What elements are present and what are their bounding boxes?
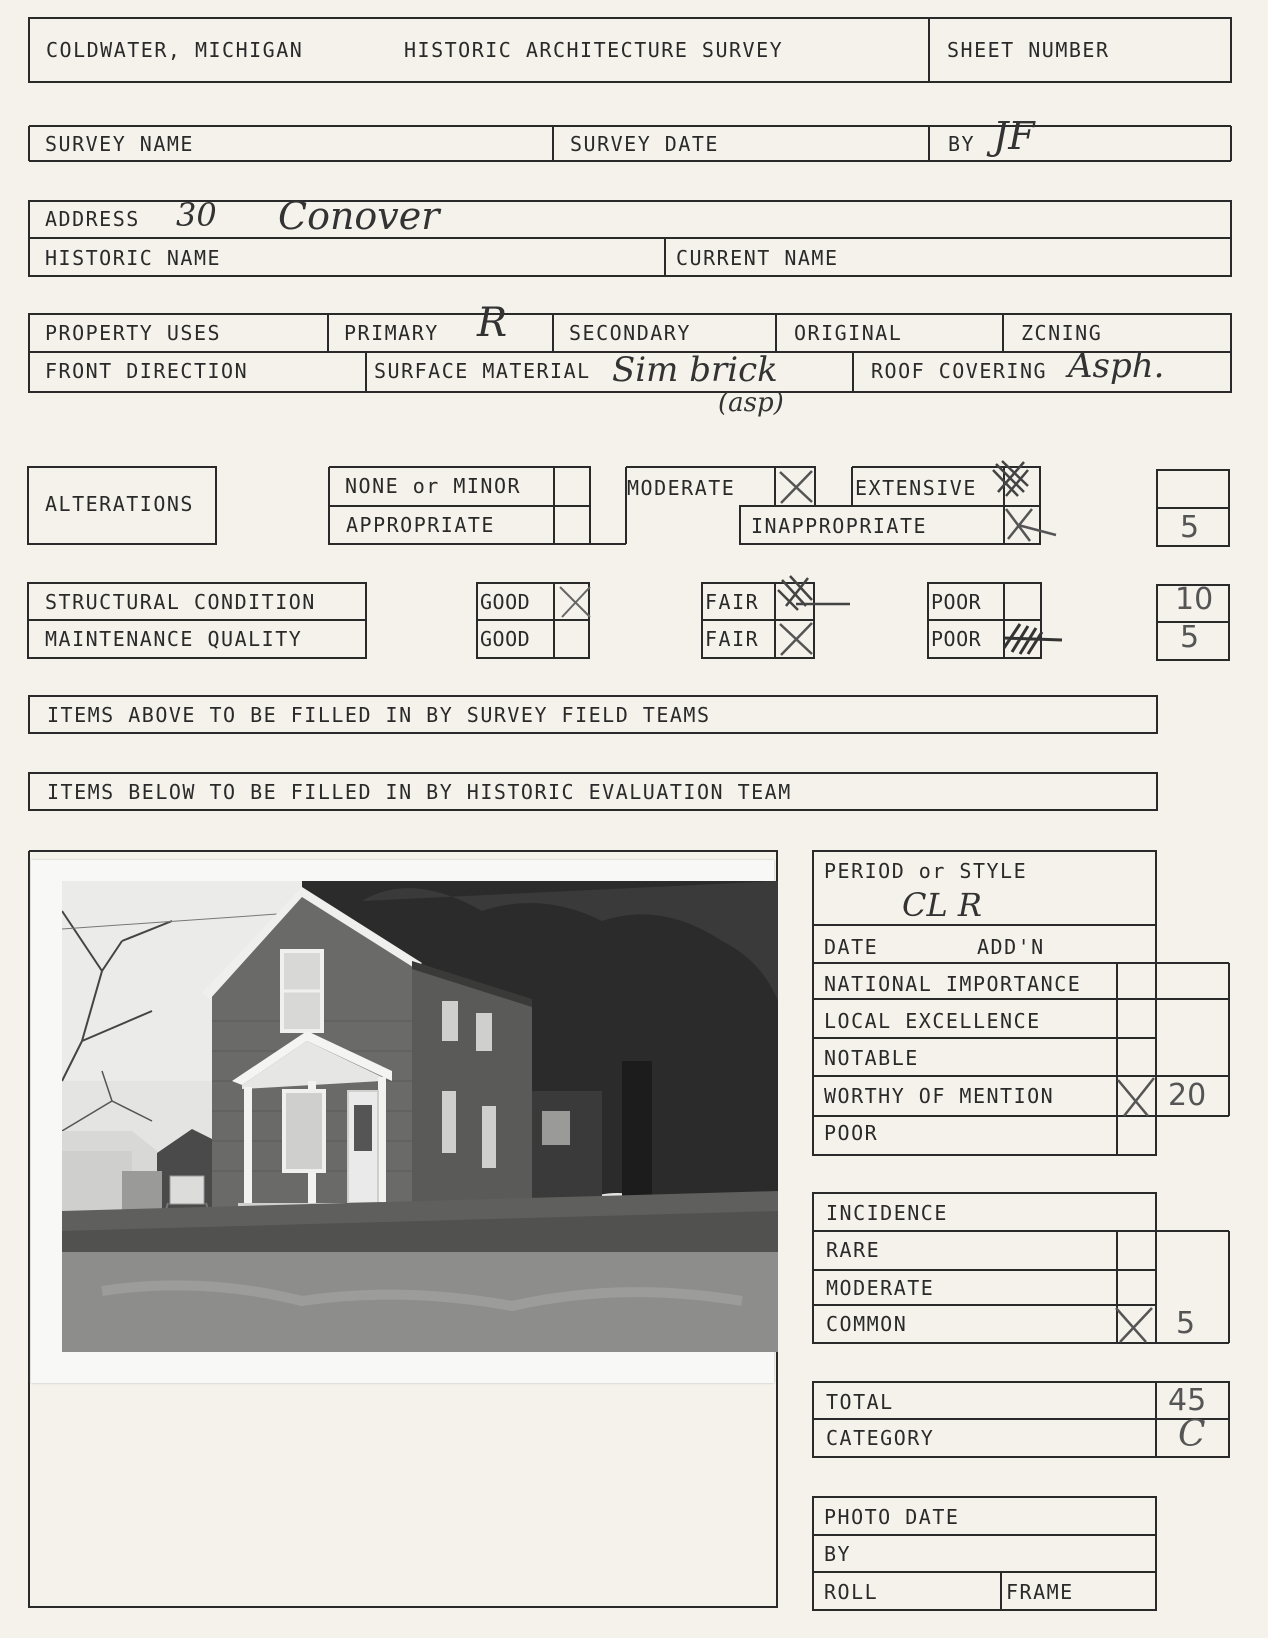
maintenance-poor-hatch-mark bbox=[1000, 618, 1066, 658]
notable-label: NOTABLE bbox=[824, 1046, 919, 1070]
maintenance-score: 5 bbox=[1180, 620, 1200, 655]
maintenance-fair-check-mark bbox=[776, 620, 816, 658]
alterations-label: ALTERATIONS bbox=[45, 492, 194, 516]
survey-date-label: SURVEY DATE bbox=[570, 132, 719, 156]
incidence-moderate-label: MODERATE bbox=[826, 1276, 935, 1300]
field-team-instruction: ITEMS ABOVE TO BE FILLED IN BY SURVEY FIELD TEAMS bbox=[47, 703, 711, 727]
photo-by-label: BY bbox=[824, 1542, 852, 1566]
frame-label: FRAME bbox=[1006, 1580, 1074, 1604]
structural-fair-label: FAIR bbox=[705, 590, 760, 614]
roof-covering-value: Asph. bbox=[1068, 346, 1165, 386]
historic-name-label: HISTORIC NAME bbox=[45, 246, 222, 270]
poor-rating-label: POOR bbox=[824, 1121, 879, 1145]
extensive-hatch-mark bbox=[990, 458, 1032, 498]
worthy-check-mark bbox=[1114, 1074, 1158, 1120]
photo-date-label: PHOTO DATE bbox=[824, 1505, 960, 1529]
none-minor-label: NONE or MINOR bbox=[345, 474, 522, 498]
common-score: 5 bbox=[1176, 1306, 1196, 1341]
total-label: TOTAL bbox=[826, 1390, 894, 1414]
structural-condition-label: STRUCTURAL CONDITION bbox=[45, 590, 316, 614]
maintenance-fair-label: FAIR bbox=[705, 627, 760, 651]
alterations-score: 5 bbox=[1180, 510, 1200, 545]
common-check-mark bbox=[1112, 1304, 1156, 1346]
survey-by-label: BY bbox=[948, 132, 976, 156]
extensive-label: EXTENSIVE bbox=[855, 476, 977, 500]
structural-score: 10 bbox=[1175, 582, 1214, 617]
primary-label: PRIMARY bbox=[344, 321, 439, 345]
roll-label: ROLL bbox=[824, 1580, 879, 1604]
address-number: 30 bbox=[176, 196, 217, 234]
moderate-label: MODERATE bbox=[627, 476, 736, 500]
property-photo bbox=[31, 860, 774, 1383]
city-label: COLDWATER, MICHIGAN bbox=[46, 38, 304, 62]
sheet-number-label: SHEET NUMBER bbox=[947, 38, 1110, 62]
current-name-label: CURRENT NAME bbox=[676, 246, 839, 270]
inappropriate-check-mark bbox=[1000, 505, 1060, 545]
date-label: DATE bbox=[824, 935, 879, 959]
period-style-value: CL R bbox=[902, 886, 982, 924]
surface-material-note: (asp) bbox=[718, 388, 784, 418]
inappropriate-label: INAPPROPRIATE bbox=[751, 514, 928, 538]
structural-good-label: GOOD bbox=[480, 590, 531, 614]
national-importance-label: NATIONAL IMPORTANCE bbox=[824, 972, 1082, 996]
worthy-of-mention-label: WORTHY OF MENTION bbox=[824, 1084, 1055, 1108]
house-photograph bbox=[62, 881, 778, 1352]
primary-use-value: R bbox=[477, 300, 508, 346]
category-label: CATEGORY bbox=[826, 1426, 935, 1450]
incidence-label: INCIDENCE bbox=[826, 1201, 948, 1225]
moderate-check-mark bbox=[776, 468, 816, 506]
common-label: COMMON bbox=[826, 1312, 908, 1336]
property-uses-label: PROPERTY USES bbox=[45, 321, 222, 345]
addn-label: ADD'N bbox=[977, 935, 1045, 959]
rare-label: RARE bbox=[826, 1238, 881, 1262]
surface-material-label: SURFACE MATERIAL bbox=[374, 359, 591, 383]
period-style-label: PERIOD or STYLE bbox=[824, 859, 1028, 883]
form-title: HISTORIC ARCHITECTURE SURVEY bbox=[404, 38, 784, 62]
surface-material-value: Sim brick bbox=[612, 350, 778, 390]
zoning-label: ZCNING bbox=[1021, 321, 1103, 345]
survey-name-label: SURVEY NAME bbox=[45, 132, 194, 156]
address-label: ADDRESS bbox=[45, 207, 140, 231]
structural-fair-hatch-mark bbox=[776, 574, 852, 614]
total-value: 45 bbox=[1168, 1383, 1207, 1418]
local-excellence-label: LOCAL EXCELLENCE bbox=[824, 1009, 1041, 1033]
structural-good-check-mark bbox=[556, 583, 594, 621]
evaluation-team-instruction: ITEMS BELOW TO BE FILLED IN BY HISTORIC EVALUATION TEAM bbox=[47, 780, 792, 804]
worthy-score: 20 bbox=[1168, 1078, 1207, 1113]
surveyor-initials: JF bbox=[993, 114, 1035, 158]
original-label: ORIGINAL bbox=[794, 321, 903, 345]
maintenance-poor-label: POOR bbox=[931, 627, 982, 651]
front-direction-label: FRONT DIRECTION bbox=[45, 359, 249, 383]
maintenance-quality-label: MAINTENANCE QUALITY bbox=[45, 627, 303, 651]
secondary-label: SECONDARY bbox=[569, 321, 691, 345]
appropriate-label: APPROPRIATE bbox=[346, 513, 495, 537]
address-street: Conover bbox=[278, 194, 440, 238]
roof-covering-label: ROOF COVERING bbox=[871, 359, 1048, 383]
structural-poor-label: POOR bbox=[931, 590, 982, 614]
maintenance-good-label: GOOD bbox=[480, 627, 531, 651]
category-value: C bbox=[1178, 1414, 1206, 1455]
